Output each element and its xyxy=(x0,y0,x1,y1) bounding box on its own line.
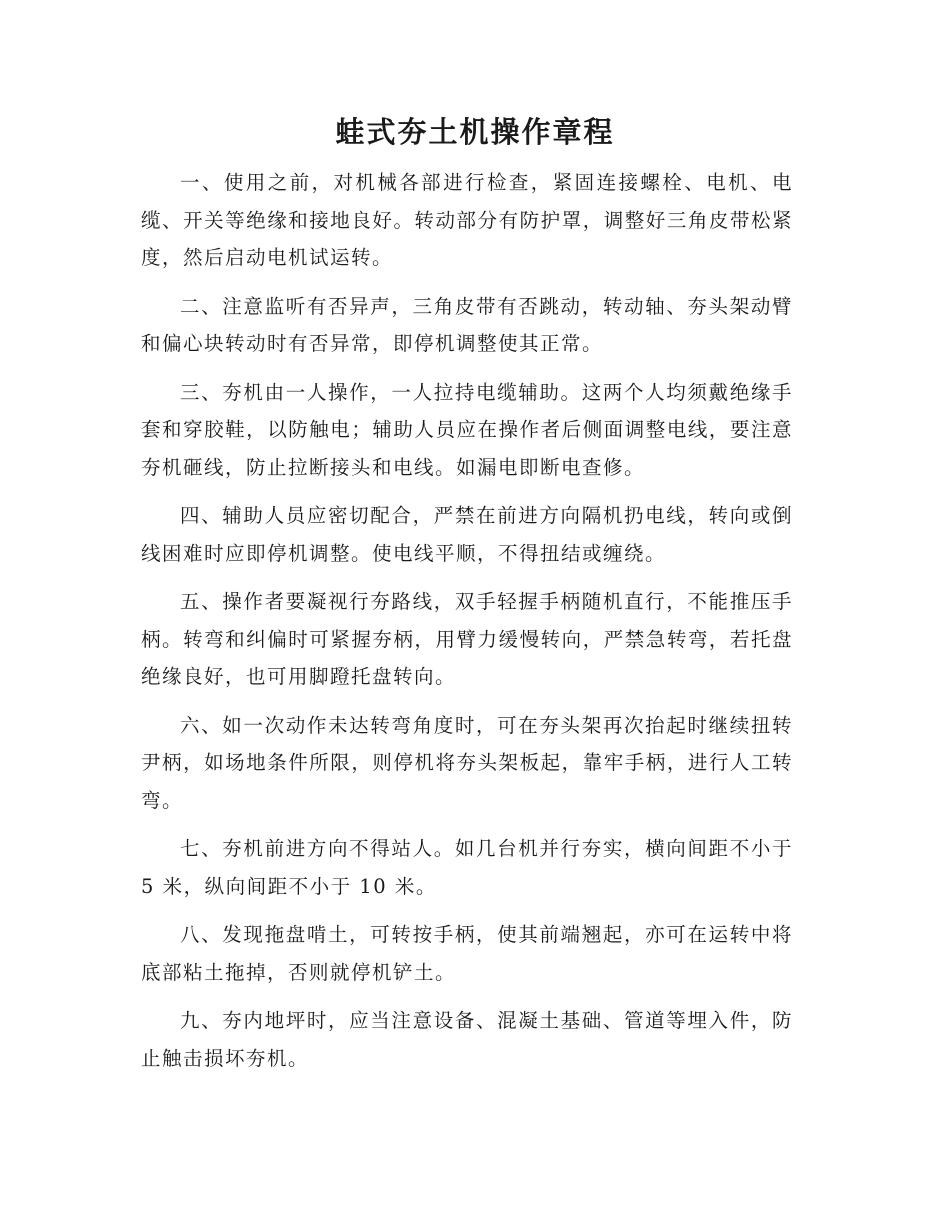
paragraph-7: 七、夯机前进方向不得站人。如几台机并行夯实，横向间距不小于 5 米，纵向间距不小于 10 米。 xyxy=(141,837,793,898)
document-title: 蛙式夯土机操作章程 xyxy=(335,115,615,149)
paragraph-9: 九、夯内地坪时，应当注意设备、混凝土基础、管道等埋入件，防止触击损坏夯机。 xyxy=(141,1009,793,1070)
paragraph-2: 二、注意监听有否异声，三角皮带有否跳动，转动轴、夯头架动臂和偏心块转动时有否异常，即停机调整使其正常。 xyxy=(141,294,793,355)
paragraph-4: 四、辅助人员应密切配合，严禁在前进方向隔机扔电线，转向或倒线困难时应即停机调整。使电线平顺，不得扭结或缠绕。 xyxy=(141,504,793,565)
paragraph-3: 三、夯机由一人操作，一人拉持电缆辅助。这两个人均须戴绝缘手套和穿胶鞋，以防触电；辅助人员应在操作者后侧面调整电线，要注意夯机砸线，防止拉断接头和电线。如漏电即断电查修。 xyxy=(141,380,793,479)
paragraph-5: 五、操作者要凝视行夯路线，双手轻握手柄随机直行，不能推压手柄。转弯和纠偏时可紧握夯柄，用臂力缓慢转向，严禁急转弯，若托盘绝缘良好，也可用脚蹬托盘转向。 xyxy=(141,590,793,688)
document-body xyxy=(141,164,793,1088)
paragraph-8: 八、发现拖盘啃土，可转按手柄，使其前端翘起，亦可在运转中将底部粘土拖掉，否则就停机铲土。 xyxy=(141,923,793,984)
paragraph-6: 六、如一次动作未达转弯角度时，可在夯头架再次抬起时继续扭转尹柄，如场地条件所限，则停机将夯头架板起，靠牢手柄，进行人工转弯。 xyxy=(141,713,793,812)
paragraph-1: 一、使用之前，对机械各部进行检查，紧固连接螺栓、电机、电缆、开关等绝缘和接地良好。转动部分有防护罩，调整好三角皮带松紧度，然后启动电机试运转。 xyxy=(141,171,793,269)
